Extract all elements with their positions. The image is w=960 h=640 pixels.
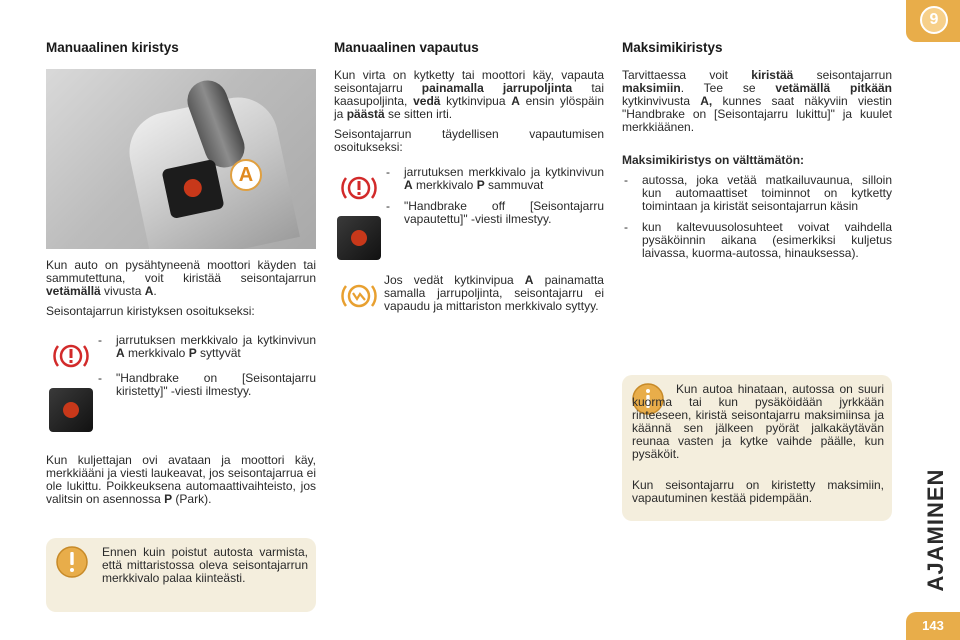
chapter-sidebar — [906, 0, 960, 640]
attention-icon — [54, 544, 90, 585]
chapter-number: 9 — [920, 6, 948, 34]
list-item: - kun kaltevuusolosuhteet voivat vaihdella pysäköinnin aikana (esimerkiksi kuljetus laivassa, kuorma-autossa, hinauksessa). — [622, 221, 892, 260]
column-maximum-apply — [622, 40, 892, 268]
list-item: - autossa, joka vetää matkailuvaunua, silloin kun automaattiset toiminnot on kytketty toimintaan ja kiristät seisontajarrun käsin — [622, 174, 892, 213]
paragraph: Kun kuljettajan ovi avataan ja moottori käy, merkkiääni ja viesti laukeavat, jos seisontajarrua ei ole lukittu. Poikkeuksena automaattivaihteisto, jos valitsin on asennossa P (Park). — [46, 453, 316, 506]
chapter-tab — [906, 0, 960, 42]
attention-note — [46, 538, 316, 612]
paragraph: Kun auto on pysähtyneenä moottori käyden tai sammutettuna, voit kiristää seisontajarrun vetämällä vivusta A. — [46, 258, 316, 298]
section-heading: Manuaalinen kiristys — [46, 40, 179, 55]
indicator-block — [334, 166, 604, 260]
list-item: - "Handbrake on [Seisontajarru kiristetty]" -viesti ilmestyy. — [96, 372, 316, 398]
note-text: Ennen kuin poistut autosta varmista, että mittaristossa oleva seisontajarrun merkkivalo palaa kiinteästi. — [102, 545, 308, 585]
column-manual-release — [334, 40, 604, 326]
section-heading: Maksimikiristys — [622, 40, 723, 55]
brake-warning-icon — [341, 170, 377, 206]
column-manual-apply — [46, 40, 316, 513]
note-text: Kun autoa hinataan, autossa on suuri kuorma tai kun pysäköidään jyrkkään rinteeseen, kiristä seisontajarru maksimiinsa ja käännä sen jälkeen pyörät jalkakäytävän reunaa vasten ja kytke vaihde päälle, kun pysäköit. — [632, 382, 884, 461]
paragraph: Seisontajarrun kiristyksen osoitukseksi: — [46, 304, 255, 318]
indicator-block — [46, 334, 316, 432]
list-item: - jarrutuksen merkkivalo ja kytkinvivun A merkkivalo P syttyvät — [96, 334, 316, 360]
brake-warning-icon — [53, 338, 89, 374]
brake-fault-icon — [341, 278, 377, 319]
chapter-title: AJAMINEN — [923, 468, 948, 592]
requirement-list — [622, 174, 892, 260]
paragraph: Kun virta on kytketty tai moottori käy, vapauta seisontajarru painamalla jarrupoljinta tai kaasupoljinta, vedä kytkinvipua A ensin ylöspäin ja päästä se sitten irti. — [334, 68, 605, 121]
info-note — [622, 375, 892, 521]
paragraph: Seisontajarrun täydellisen vapautumisen osoitukseksi: — [334, 127, 604, 154]
list-item: - jarrutuksen merkkivalo ja kytkinvivun A merkkivalo P sammuvat — [384, 166, 604, 192]
handbrake-switch-icon — [49, 388, 93, 432]
page-number: 143 — [906, 612, 960, 640]
note-text: Kun seisontajarru on kiristetty maksimiin, vapautuminen kestää pidempään. — [632, 478, 884, 505]
list-item: - "Handbrake off [Seisontajarru vapautettu]" -viesti ilmestyy. — [384, 200, 604, 226]
indicator-list — [384, 166, 604, 234]
paragraph: Jos vedät kytkinvipua A painamatta samalla jarrupoljinta, seisontajarru ei vapaudu ja mittariston merkkivalo syttyy. — [384, 273, 604, 313]
section-heading: Manuaalinen vapautus — [334, 40, 479, 55]
parking-brake-lever-photo — [46, 69, 316, 249]
handbrake-switch-icon — [337, 216, 381, 260]
subheading: Maksimikiristys on välttämätön: — [622, 153, 805, 167]
indicator-block — [334, 274, 604, 320]
paragraph: Tarvittaessa voit kiristää seisontajarrun maksimiin. Tee se vetämällä pitkään kytkinvivusta A, kunnes saat näkyviin viestin "Handbrake on [Seisontajarru lukittu]" ja kuulet merkkiäänen. — [622, 68, 892, 134]
photo-label-a: A — [230, 159, 262, 191]
indicator-list — [96, 334, 316, 406]
